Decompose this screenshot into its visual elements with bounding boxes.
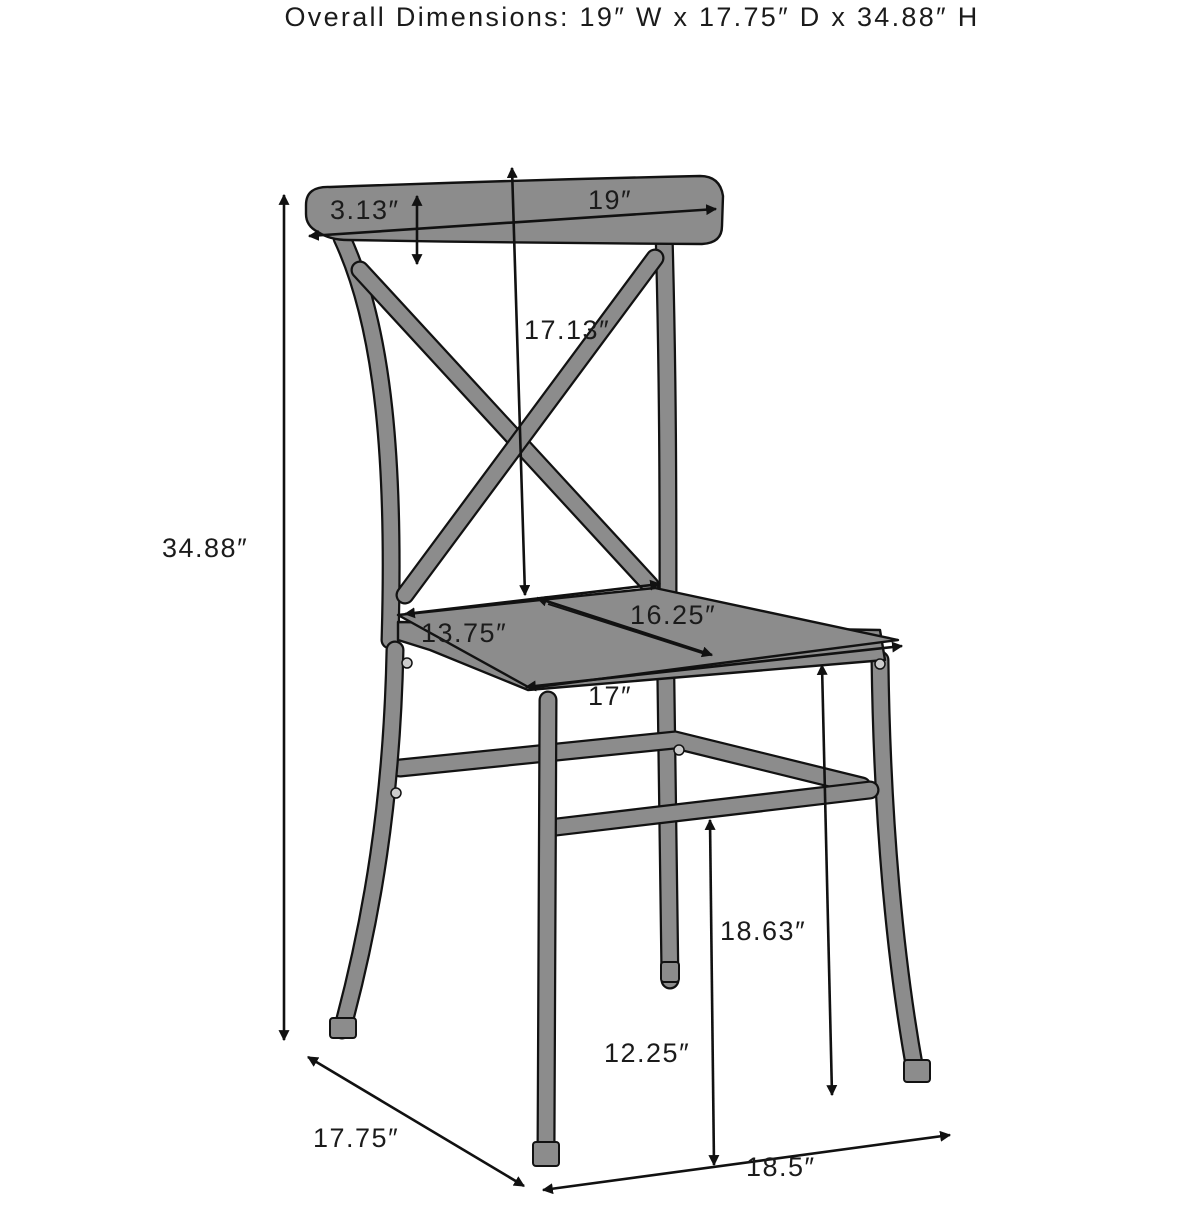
rear-stretchers (400, 740, 862, 786)
overall-depth-arrow (308, 1057, 524, 1186)
front-right-foot-cap (904, 1060, 930, 1082)
overall-height-label: 34.88″ (162, 533, 249, 563)
seat-diagonal-label: 16.25″ (630, 600, 717, 630)
dimension-labels (162, 185, 816, 1182)
rear-right-foot-cap (661, 962, 679, 982)
seat-width-label: 17″ (588, 681, 633, 711)
cross-back (360, 258, 655, 595)
footrest-height-label: 12.25″ (604, 1038, 691, 1068)
seat-depth-label: 13.75″ (421, 618, 508, 648)
base-width-label: 18.5″ (746, 1152, 816, 1182)
front-left-leg (330, 650, 395, 1038)
overall-depth-label: 17.75″ (313, 1123, 400, 1153)
back-height-label: 17.13″ (524, 315, 611, 345)
backrest-width-label: 19″ (588, 185, 633, 215)
overall-dimensions-title: Overall Dimensions: 19″ W x 17.75″ D x 34.88″ H (284, 2, 980, 32)
footrest-height-arrow (710, 820, 714, 1165)
front-center-leg (533, 700, 559, 1166)
seat-height-label: 18.63″ (720, 916, 807, 946)
front-center-foot-cap (533, 1142, 559, 1166)
backrest-height-label: 3.13″ (330, 195, 400, 225)
front-right-leg (880, 660, 930, 1082)
front-left-foot-cap (330, 1018, 356, 1038)
seat-height-arrow (822, 665, 832, 1095)
